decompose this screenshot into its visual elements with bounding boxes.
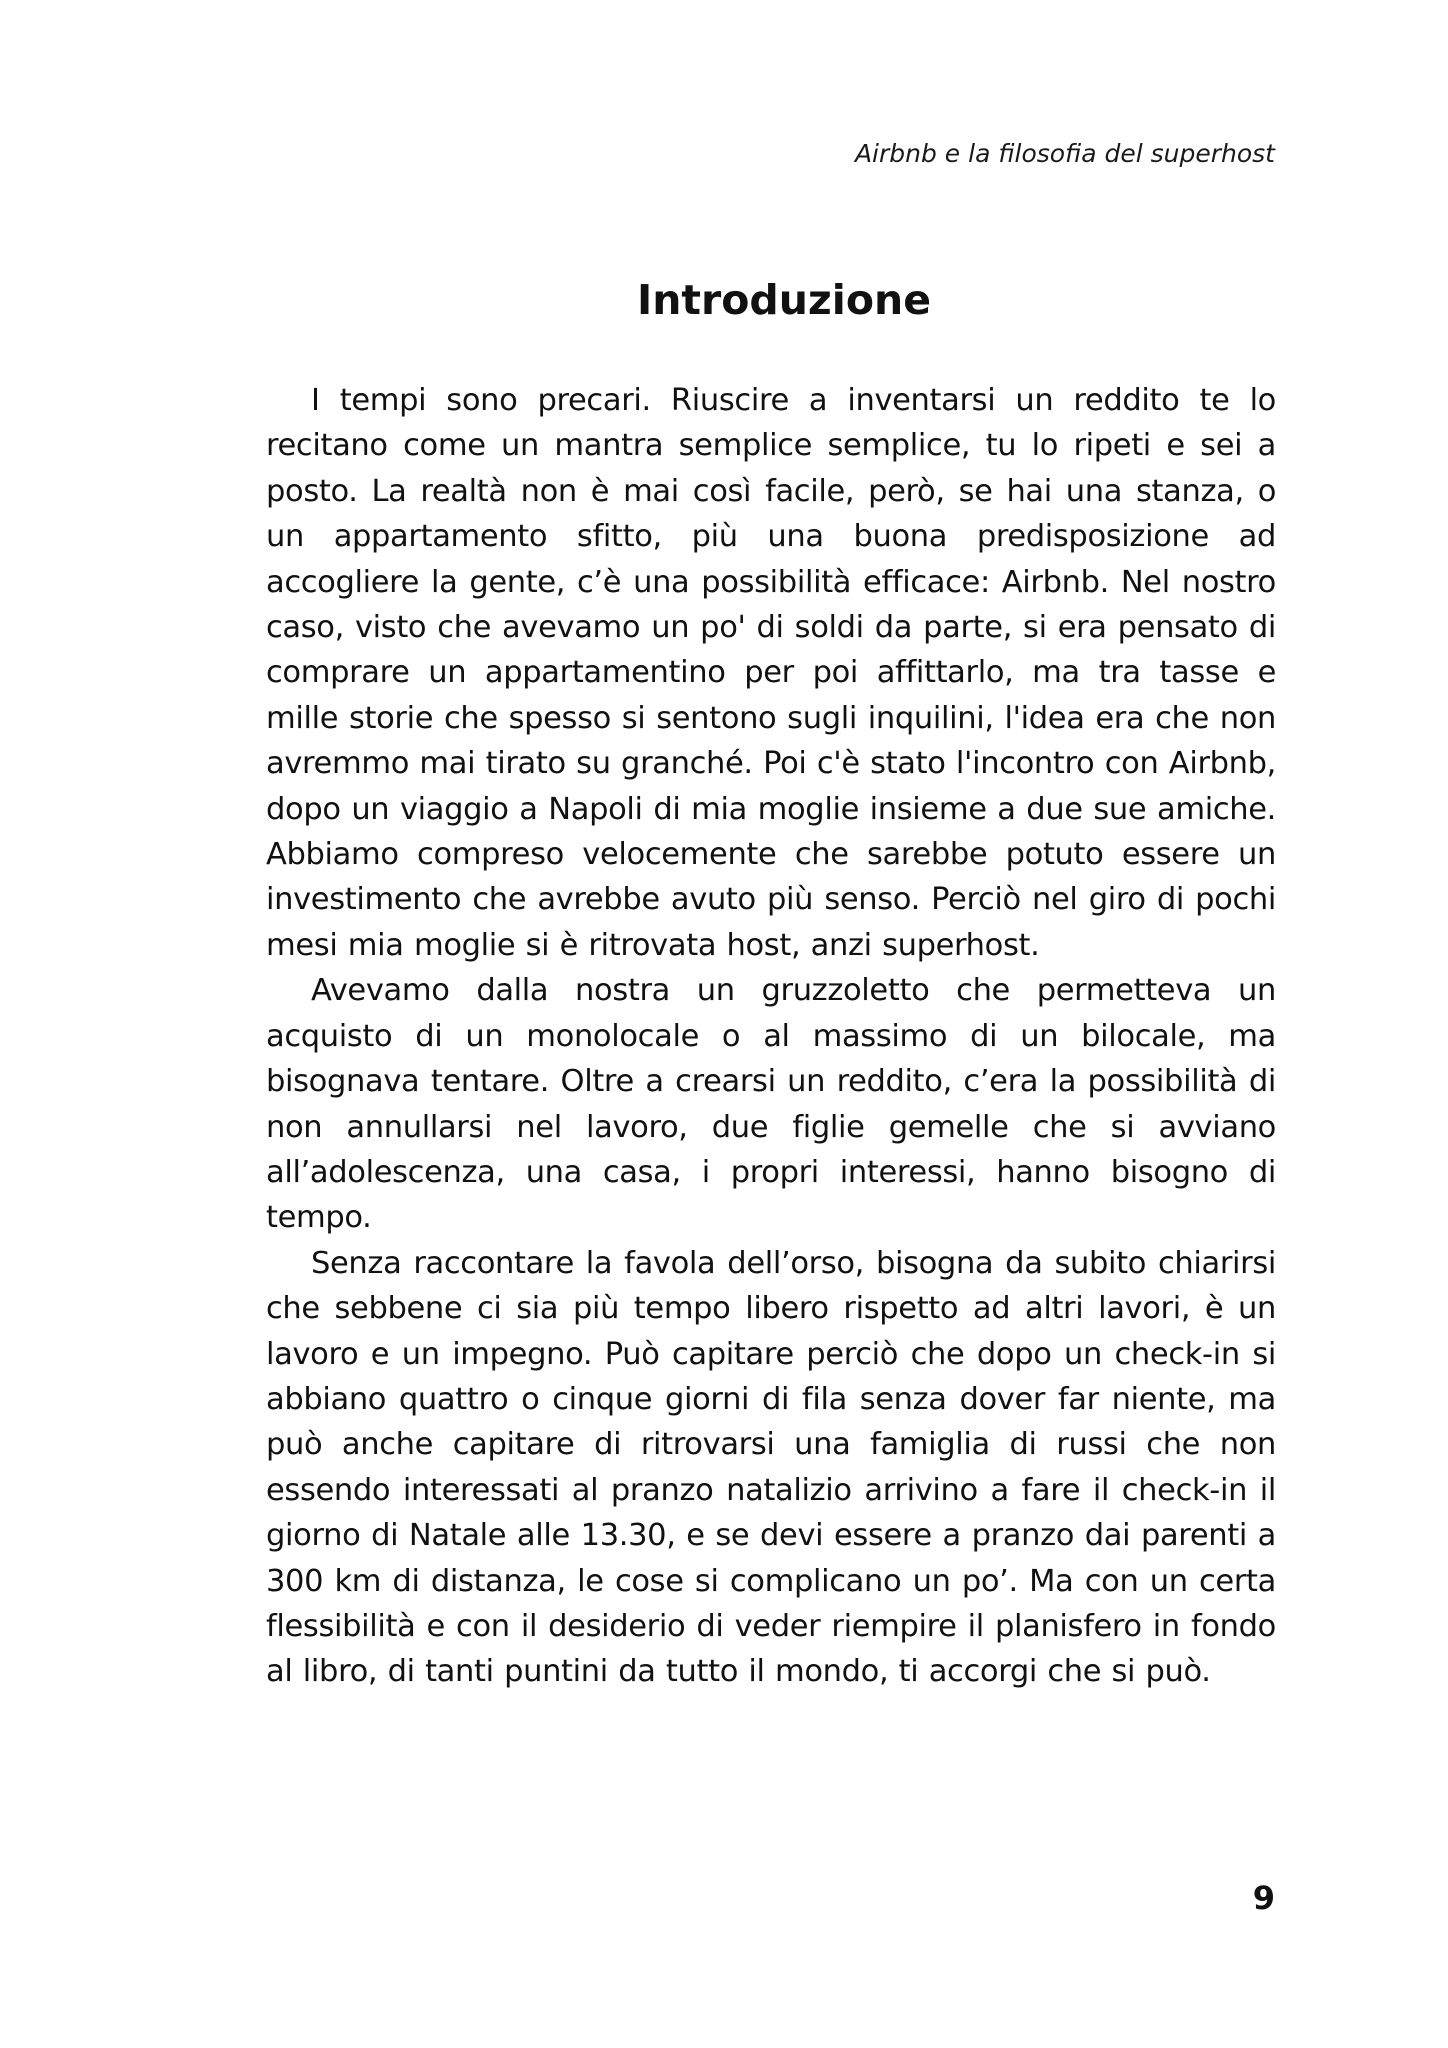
page-number: 9 — [1252, 1879, 1275, 1917]
paragraph: I tempi sono precari. Riuscire a inventarsi un reddito te lo recitano come un mantra semplice semplice, tu lo ripeti e sei a posto. La realtà non è mai così facile, però, se hai una stanza, o un appartamento sfitto, più una buona predisposizione ad accogliere la gente, c’è una possibilità efficace: Airbnb. Nel nostro caso, visto che avevamo un po' di soldi da parte, si era pensato di comprare un appartamentino per poi affittarlo, ma tra tasse e mille storie che spesso si sentono sugli inquilini, l'idea era che non avremmo mai tirato su granché. Poi c'è stato l'incontro con Airbnb, dopo un viaggio a Napoli di mia moglie insieme a due sue amiche. Abbiamo compreso velocemente che sarebbe potuto essere un investimento che avrebbe avuto più senso. Perciò nel giro di pochi mesi mia moglie si è ritrovata host, anzi superhost. — [266, 383, 1276, 963]
paragraph: Avevamo dalla nostra un gruzzoletto che permetteva un acquisto di un monolocale o al massimo di un bilocale, ma bisognava tentare. Oltre a crearsi un reddito, c’era la possibilità di non annullarsi nel lavoro, due figlie gemelle che si avviano all’adolescenza, una casa, i propri interessi, hanno bisogno di tempo. — [266, 973, 1276, 1236]
running-header: Airbnb e la filosofia del superhost — [854, 139, 1275, 168]
body-text — [266, 378, 1276, 1695]
chapter-title: Introduzione — [636, 276, 932, 324]
paragraph: Senza raccontare la favola dell’orso, bisogna da subito chiarirsi che sebbene ci sia più tempo libero rispetto ad altri lavori, è un lavoro e un impegno. Può capitare perciò che dopo un check-in si abbiano quattro o cinque giorni di fila senza dover far niente, ma può anche capitare di ritrovarsi una famiglia di russi che non essendo interessati al pranzo natalizio arrivino a fare il check-in il giorno di Natale alle 13.30, e se devi essere a pranzo dai parenti a 300 km di distanza, le cose si complicano un po’. Ma con un certa flessibilità e con il desiderio di veder riempire il planisfero in fondo al libro, di tanti puntini da tutto il mondo, ti accorgi che si può. — [266, 1245, 1276, 1690]
